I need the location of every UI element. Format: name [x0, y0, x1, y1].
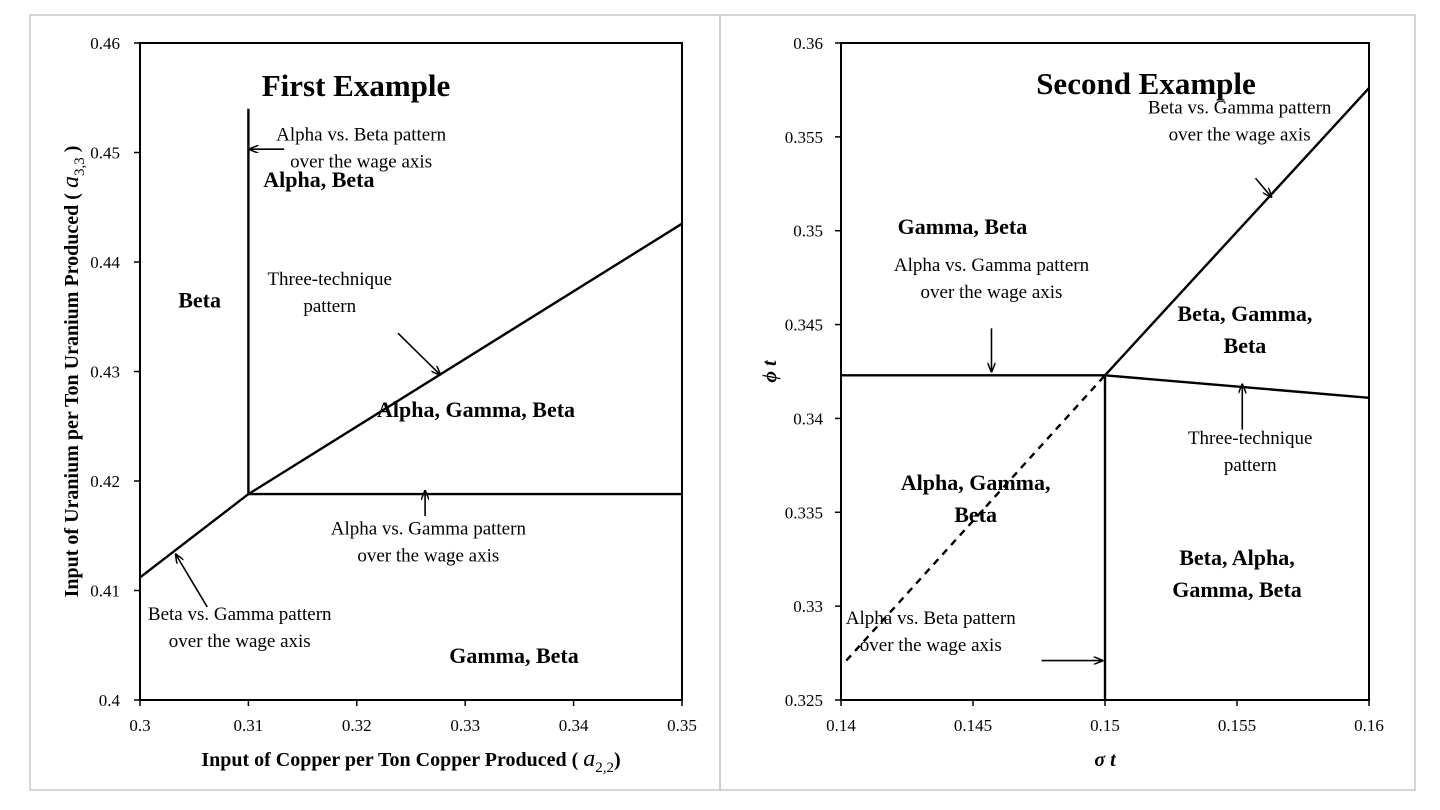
annotation-text: Three-technique	[1187, 427, 1313, 449]
annotation-text: over the wage axis	[290, 151, 433, 173]
annotation-text: Three-technique	[267, 269, 392, 291]
y-axis-label: ϕ t	[759, 360, 781, 383]
y-axis-label-symbol: a	[58, 176, 84, 189]
region-label: Gamma, Beta	[449, 643, 579, 669]
annotation-text: over the wage axis	[859, 635, 1002, 657]
chart-title: Second Example	[1036, 66, 1256, 101]
annotation-text: Alpha vs. Beta pattern	[845, 608, 1016, 630]
annotation-text: over the wage axis	[357, 545, 500, 567]
x-axis-label: σ t	[1094, 749, 1116, 771]
x-tick-label: 0.33	[450, 716, 481, 735]
y-tick-label: 0.35	[793, 221, 823, 241]
x-tick-label: 0.15	[1090, 716, 1120, 735]
region-label: Gamma, Beta	[1172, 577, 1302, 603]
y-tick-label: 0.44	[90, 253, 120, 272]
x-tick-label: 0.16	[1354, 716, 1384, 735]
x-axis-label-text: Input of Copper per Ton Copper Produced (	[201, 749, 584, 771]
x-axis-label-symbol: a	[583, 746, 596, 772]
y-tick-label: 0.355	[784, 127, 823, 147]
annotation-text: over the wage axis	[1168, 124, 1311, 146]
y-tick-label: 0.43	[90, 362, 120, 382]
region-label: Alpha, Gamma, Beta	[377, 396, 576, 422]
region-label: Gamma, Beta	[897, 213, 1028, 239]
annotation-text: Beta vs. Gamma pattern	[1147, 97, 1332, 119]
y-tick-label: 0.33	[793, 597, 823, 617]
annotation-text: Alpha vs. Gamma pattern	[893, 255, 1090, 277]
annotation-text: Beta vs. Gamma pattern	[147, 604, 332, 626]
x-tick-label: 0.34	[558, 716, 589, 735]
y-tick-label: 0.42	[90, 472, 120, 491]
region-label: Beta, Alpha,	[1179, 545, 1295, 571]
region-label: Beta	[954, 502, 998, 528]
region-label: Beta, Gamma,	[1177, 301, 1313, 327]
y-axis-label-text: Input of Uranium per Ton Uranium Produced (	[61, 188, 83, 598]
y-tick-label: 0.45	[90, 143, 120, 163]
x-tick-label: 0.32	[341, 716, 372, 735]
y-tick-label: 0.34	[793, 409, 823, 429]
x-tick-label: 0.145	[953, 716, 993, 735]
chart-title: First Example	[261, 68, 451, 103]
annotation-text: Alpha vs. Beta pattern	[276, 124, 447, 146]
annotation-text: Alpha vs. Gamma pattern	[330, 518, 526, 540]
x-tick-label: 0.31	[233, 716, 264, 735]
y-tick-label: 0.4	[98, 691, 120, 710]
region-label: Beta	[1223, 333, 1267, 359]
x-tick-label: 0.3	[129, 716, 151, 735]
x-axis-label-close: )	[614, 749, 621, 771]
annotation-text: pattern	[1223, 454, 1277, 476]
x-tick-label: 0.155	[1217, 716, 1257, 735]
annotation-text: over the wage axis	[168, 631, 311, 653]
x-tick-label: 0.14	[826, 716, 856, 735]
region-label: Beta	[178, 287, 222, 313]
x-tick-label: 0.35	[667, 716, 697, 735]
y-tick-label: 0.41	[90, 581, 120, 601]
region-label: Alpha, Beta	[263, 166, 375, 192]
y-tick-label: 0.325	[784, 691, 823, 710]
y-tick-label: 0.335	[784, 503, 823, 523]
y-axis-label-subscript: 3,3	[72, 157, 88, 177]
annotation-text: pattern	[303, 296, 357, 318]
y-tick-label: 0.345	[784, 315, 823, 335]
y-axis-label-close: )	[61, 145, 83, 158]
region-label: Alpha, Gamma,	[900, 470, 1051, 496]
x-axis-label-subscript: 2,2	[595, 760, 615, 776]
y-tick-label: 0.46	[90, 34, 120, 53]
y-tick-label: 0.36	[793, 34, 823, 53]
annotation-text: over the wage axis	[920, 282, 1063, 304]
